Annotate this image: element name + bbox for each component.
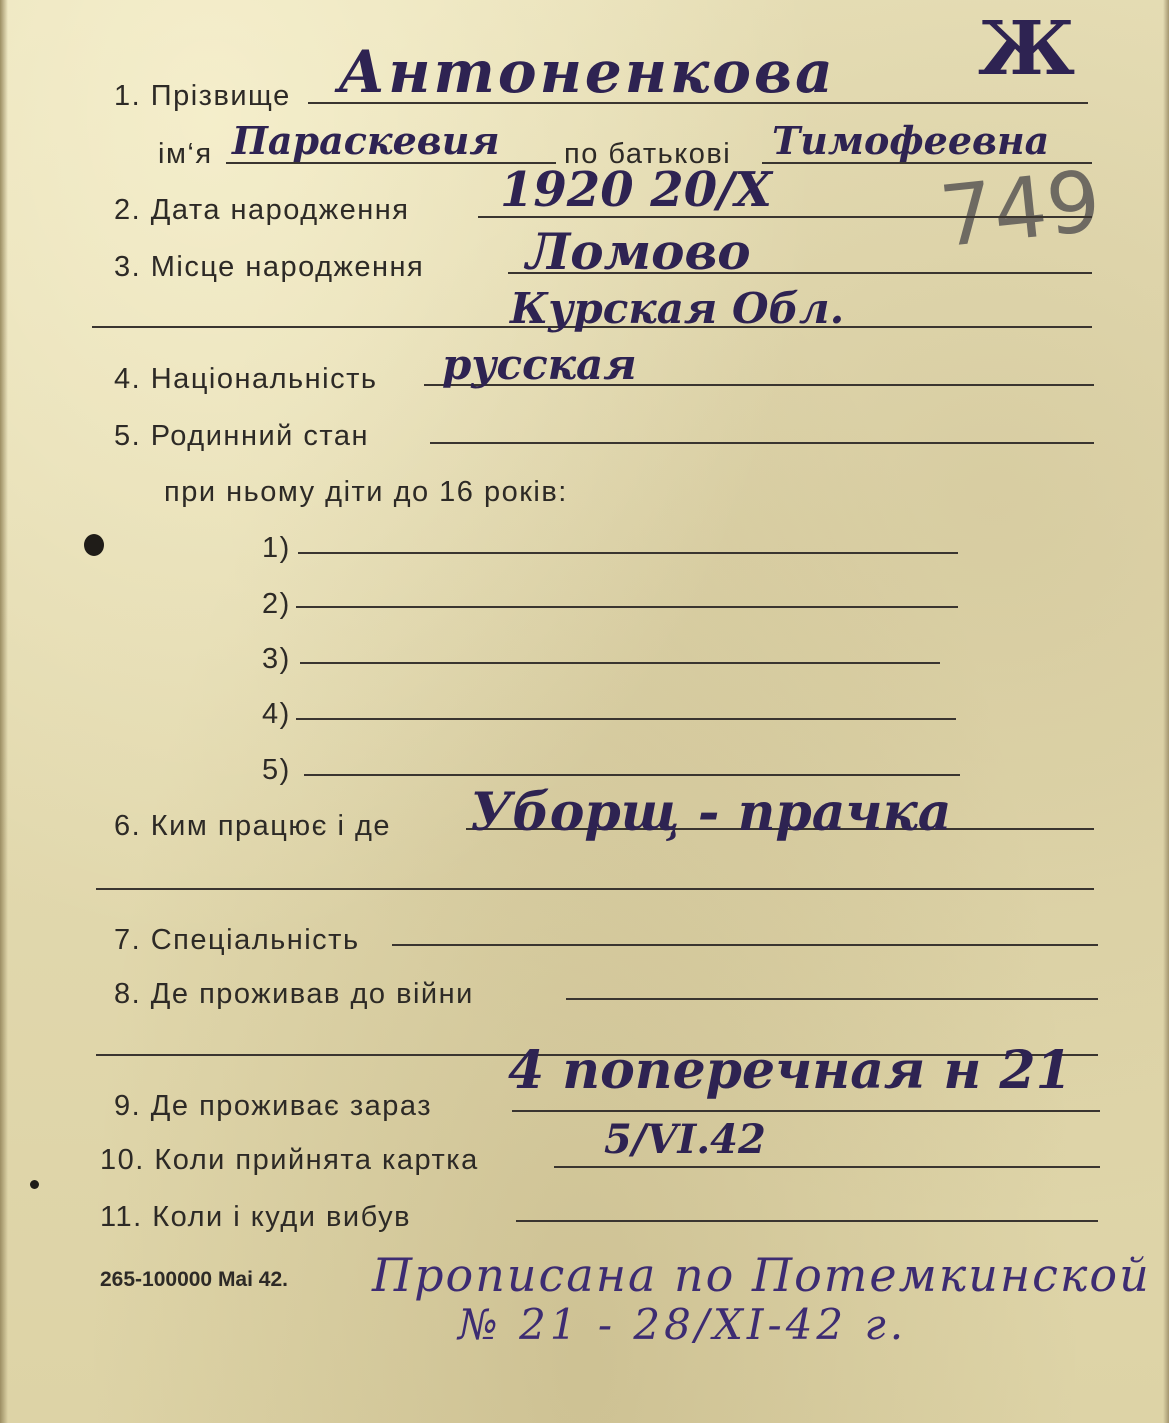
departure-line (516, 1220, 1098, 1222)
current-residence-line (512, 1110, 1100, 1112)
child-3-line (300, 662, 940, 664)
value-surname: Антоненкова (338, 38, 836, 106)
punch-hole (30, 1180, 39, 1189)
child-4-line (296, 718, 956, 720)
label-marital-status: 5. Родинний стан (114, 420, 370, 452)
child-1-line (298, 552, 958, 554)
card-date-line (554, 1166, 1100, 1168)
pencil-number: 749 (935, 151, 1106, 267)
label-child-5: 5) (262, 754, 291, 786)
punch-hole (84, 534, 104, 556)
note-line-2: № 21 - 28/XI-42 г. (458, 1300, 908, 1349)
value-nationality: русская (442, 340, 637, 389)
label-child-3: 3) (262, 643, 291, 675)
label-prewar-residence: 8. Де проживав до війни (114, 978, 474, 1010)
label-departure: 11. Коли і куди вибув (100, 1201, 411, 1233)
marital-status-line (430, 442, 1094, 444)
work-line-2 (96, 888, 1094, 890)
label-specialty: 7. Спеціальність (114, 924, 360, 956)
value-current-residence: 4 поперечная н 21 (508, 1040, 1072, 1101)
value-birth-place-2: Курская Обл. (510, 284, 845, 333)
label-child-1: 1) (262, 532, 291, 564)
label-birth-date: 2. Дата народження (114, 194, 410, 226)
label-card-date: 10. Коли прийнята картка (100, 1144, 479, 1176)
note-line-1: Прописана по Потемкинской (372, 1248, 1151, 1302)
child-5-line (304, 774, 960, 776)
value-work: Уборщ - прачка (470, 782, 952, 843)
label-work: 6. Ким працює і де (114, 810, 392, 842)
print-footer: 265-100000 Mai 42. (100, 1268, 288, 1291)
label-first-name: ім‘я (158, 138, 213, 170)
label-children: при ньому діти до 16 років: (164, 476, 568, 508)
label-child-4: 4) (262, 698, 291, 730)
value-birth-date: 1920 20/X (500, 162, 772, 218)
right-edge-shadow (1163, 0, 1169, 1423)
label-patronymic: по батькові (564, 138, 732, 170)
label-current-residence: 9. Де проживає зараз (114, 1090, 433, 1122)
specialty-line (392, 944, 1098, 946)
label-surname: 1. Прізвище (114, 80, 291, 112)
left-edge-shadow (0, 0, 8, 1423)
label-child-2: 2) (262, 588, 291, 620)
label-nationality: 4. Національність (114, 363, 378, 395)
value-card-date: 5/VI.42 (604, 1116, 766, 1163)
corner-letter: Ж (978, 6, 1076, 92)
value-birth-place: Ломово (526, 222, 751, 281)
value-patronymic: Тимофеевна (772, 118, 1050, 163)
label-birth-place: 3. Місце народження (114, 251, 425, 283)
value-first-name: Параскевия (232, 118, 500, 163)
prewar-residence-line (566, 998, 1098, 1000)
child-2-line (296, 606, 958, 608)
